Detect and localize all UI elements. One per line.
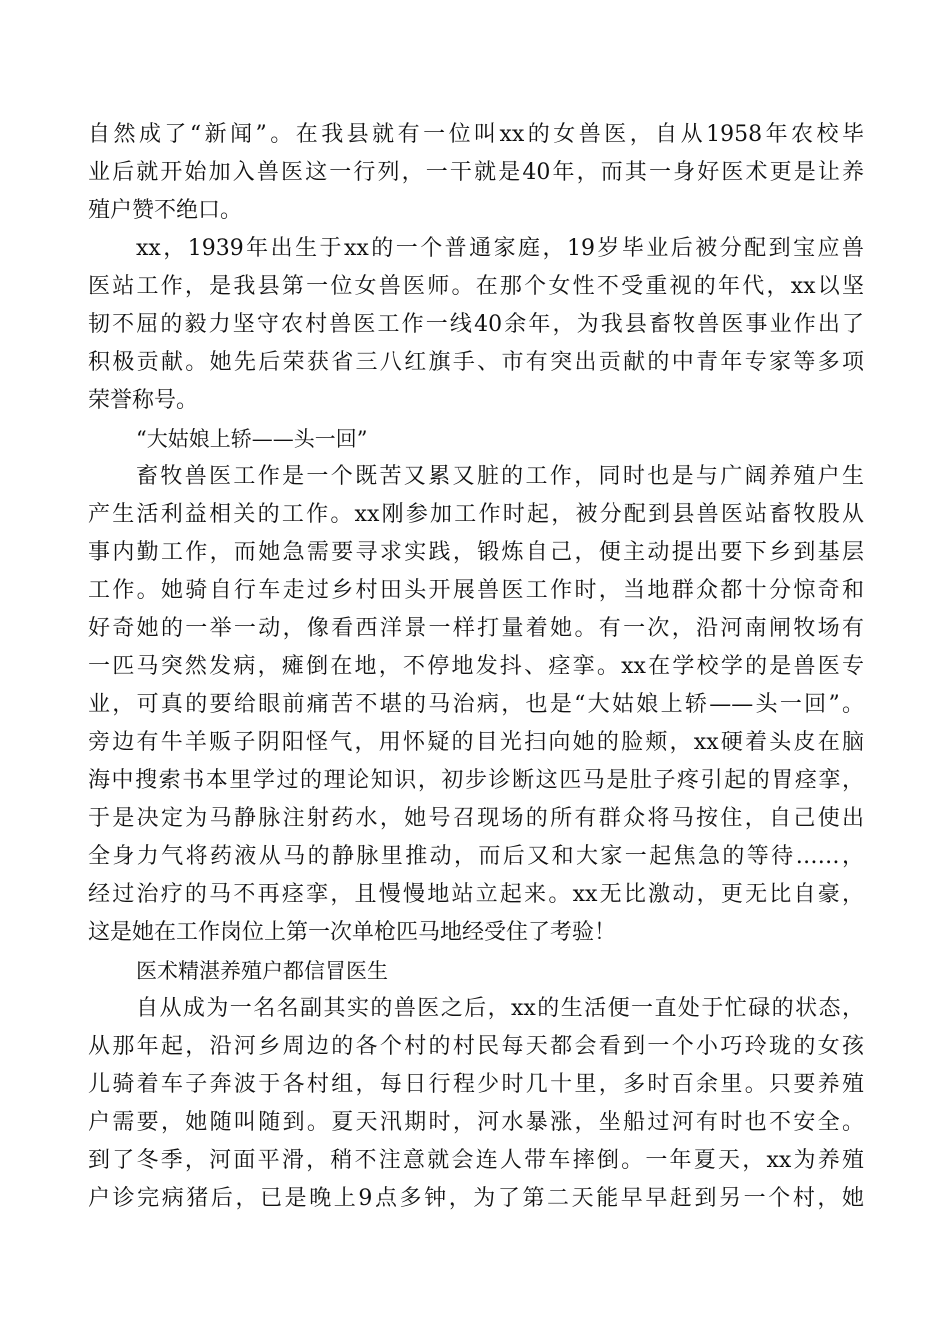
section-heading-2: 医术精湛养殖户都信冒医生 [136, 959, 388, 983]
section-heading-1: “大姑娘上轿——头一回” [136, 427, 368, 451]
paragraph-4-line-5: 到了冬季，河面平滑，稍不注意就会连人带车摔倒。一年夏天，xx为养殖 [88, 1148, 864, 1173]
paragraph-3-line-3: 事内勤工作，而她急需要寻求实践，锻炼自己，便主动提出要下乡到基层 [88, 540, 864, 565]
paragraph-4-line-4: 户需要，她随叫随到。夏天汛期时，河水暴涨，坐船过河有时也不安全。 [88, 1110, 864, 1135]
paragraph-3-line-9: 海中搜索书本里学过的理论知识，初步诊断这匹马是肚子疼引起的胃痉挛， [88, 768, 864, 793]
paragraph-3-line-6: 一匹马突然发病，瘫倒在地，不停地发抖、痉挛。xx在学校学的是兽医专 [88, 654, 864, 679]
paragraph-3-line-5: 好奇她的一举一动，像看西洋景一样打量着她。有一次，沿河南闸牧场有 [88, 616, 864, 641]
paragraph-2-line-5: 荣誉称号。 [88, 388, 199, 413]
paragraph-1-line-2: 业后就开始加入兽医这一行列，一干就是40年，而其一身好医术更是让养 [88, 160, 864, 185]
paragraph-3-line-11: 全身力气将药液从马的静脉里推动，而后又和大家一起焦急的等待……， [88, 844, 864, 869]
paragraph-3-line-13: 这是她在工作岗位上第一次单枪匹马地经受住了考验！ [88, 920, 617, 945]
paragraph-2-line-2: 医站工作，是我县第一位女兽医师。在那个女性不受重视的年代，xx以坚 [88, 274, 864, 299]
paragraph-3-line-7: 业，可真的要给眼前痛苦不堪的马治病，也是“大姑娘上轿——头一回”。 [88, 692, 864, 717]
paragraph-3-line-8: 旁边有牛羊贩子阴阳怪气，用怀疑的目光扫向她的脸颊，xx硬着头皮在脑 [88, 730, 864, 755]
paragraph-1-line-3: 殖户赞不绝口。 [88, 198, 243, 223]
paragraph-4-line-3: 儿骑着车子奔波于各村组，每日行程少时几十里，多时百余里。只要养殖 [88, 1072, 864, 1097]
paragraph-4-line-6: 户诊完病猪后，已是晚上9点多钟，为了第二天能早早赶到另一个村，她 [88, 1186, 864, 1211]
paragraph-3-line-1: 畜牧兽医工作是一个既苦又累又脏的工作，同时也是与广阔养殖户生 [136, 464, 864, 489]
paragraph-4-line-1: 自从成为一名名副其实的兽医之后，xx的生活便一直处于忙碌的状态， [136, 996, 864, 1021]
paragraph-2-line-3: 韧不屈的毅力坚守农村兽医工作一线40余年，为我县畜牧兽医事业作出了 [88, 312, 864, 337]
paragraph-3-line-12: 经过治疗的马不再痉挛，且慢慢地站立起来。xx无比激动，更无比自豪， [88, 882, 864, 907]
paragraph-3-line-10: 于是决定为马静脉注射药水，她号召现场的所有群众将马按住，自己使出 [88, 806, 864, 831]
paragraph-2-line-4: 积极贡献。她先后荣获省三八红旗手、市有突出贡献的中青年专家等多项 [88, 350, 864, 375]
paragraph-3-line-2: 产生活利益相关的工作。xx刚参加工作时起，被分配到县兽医站畜牧股从 [88, 502, 864, 527]
paragraph-3-line-4: 工作。她骑自行车走过乡村田头开展兽医工作时，当地群众都十分惊奇和 [88, 578, 864, 603]
paragraph-1-line-1: 自然成了“新闻”。在我县就有一位叫xx的女兽医，自从1958年农校毕 [88, 122, 864, 147]
paragraph-2-line-1: xx，1939年出生于xx的一个普通家庭，19岁毕业后被分配到宝应兽 [136, 236, 864, 261]
paragraph-4-line-2: 从那年起，沿河乡周边的各个村的村民每天都会看到一个小巧玲珑的女孩 [88, 1034, 864, 1059]
